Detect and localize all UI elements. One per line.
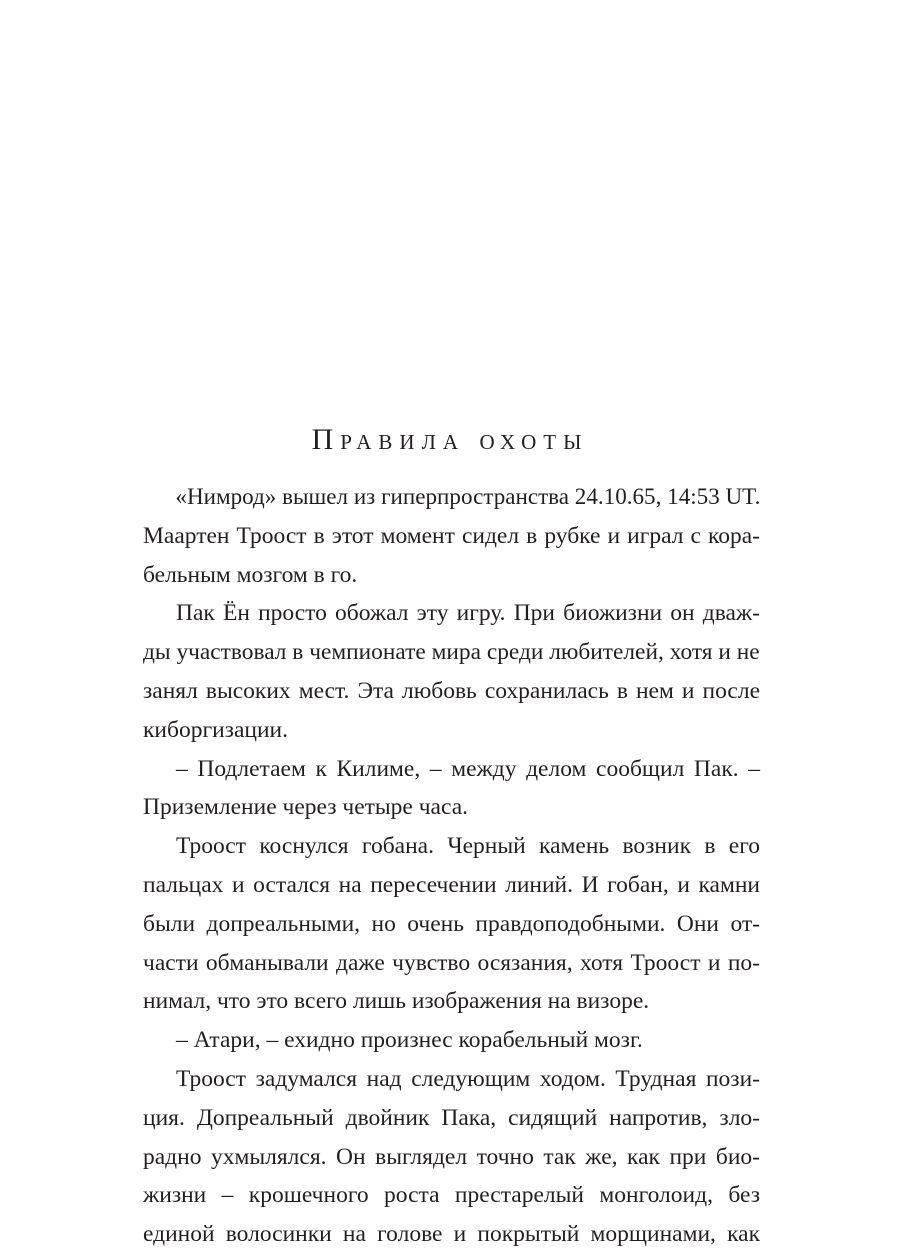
text-line: занял высоких мест. Эта любовь сохранилась в нем и после [143,677,760,704]
text-line: Пак Ён просто обожал эту игру. При биожизни он дваж- [176,600,760,627]
text-line: – Атари, – ехидно произнес корабельный мозг. [176,1027,643,1054]
text-line: радно ухмылялся. Он выглядел точно так же, как при био- [143,1143,760,1170]
body-text [143,478,760,1254]
text-line: Троост коснулся гобана. Черный камень возник в его [176,833,760,860]
text-line: киборгизации. [143,716,288,743]
text-line: пальцах и остался на пересечении линий. И гобан, и камни [143,871,760,898]
text-line: бельным мозгом в го. [143,561,358,588]
text-line: части обманывали даже чувство осязания, хотя Троост и по- [143,949,760,976]
chapter-title: Правила охоты [311,423,589,456]
text-line: единой волосинки на голове и покрытый морщинами, как [143,1221,760,1248]
text-line: ция. Допреальный двойник Пака, сидящий напротив, зло- [143,1104,760,1131]
text-line: Троост задумался над следующим ходом. Трудная пози- [176,1065,760,1092]
text-line: «Нимрод» вышел из гиперпространства 24.10.65, 14:53 UT. [175,484,761,510]
text-line: Маартен Троост в этот момент сидел в рубке и играл с кора- [143,522,760,549]
text-line: – Подлетаем к Килиме, – между делом сообщил Пак. – [176,755,760,782]
text-line: ды участвовал в чемпионате мира среди любителей, хотя и не [143,639,760,666]
text-line: жизни – крошечного роста престарелый монголоид, без [143,1182,760,1209]
text-line: были допреальными, но очень правдоподобными. Они от- [143,910,760,937]
text-line: Приземление через четыре часа. [143,794,469,821]
text-line: нимал, что это всего лишь изображения на визоре. [143,988,650,1015]
